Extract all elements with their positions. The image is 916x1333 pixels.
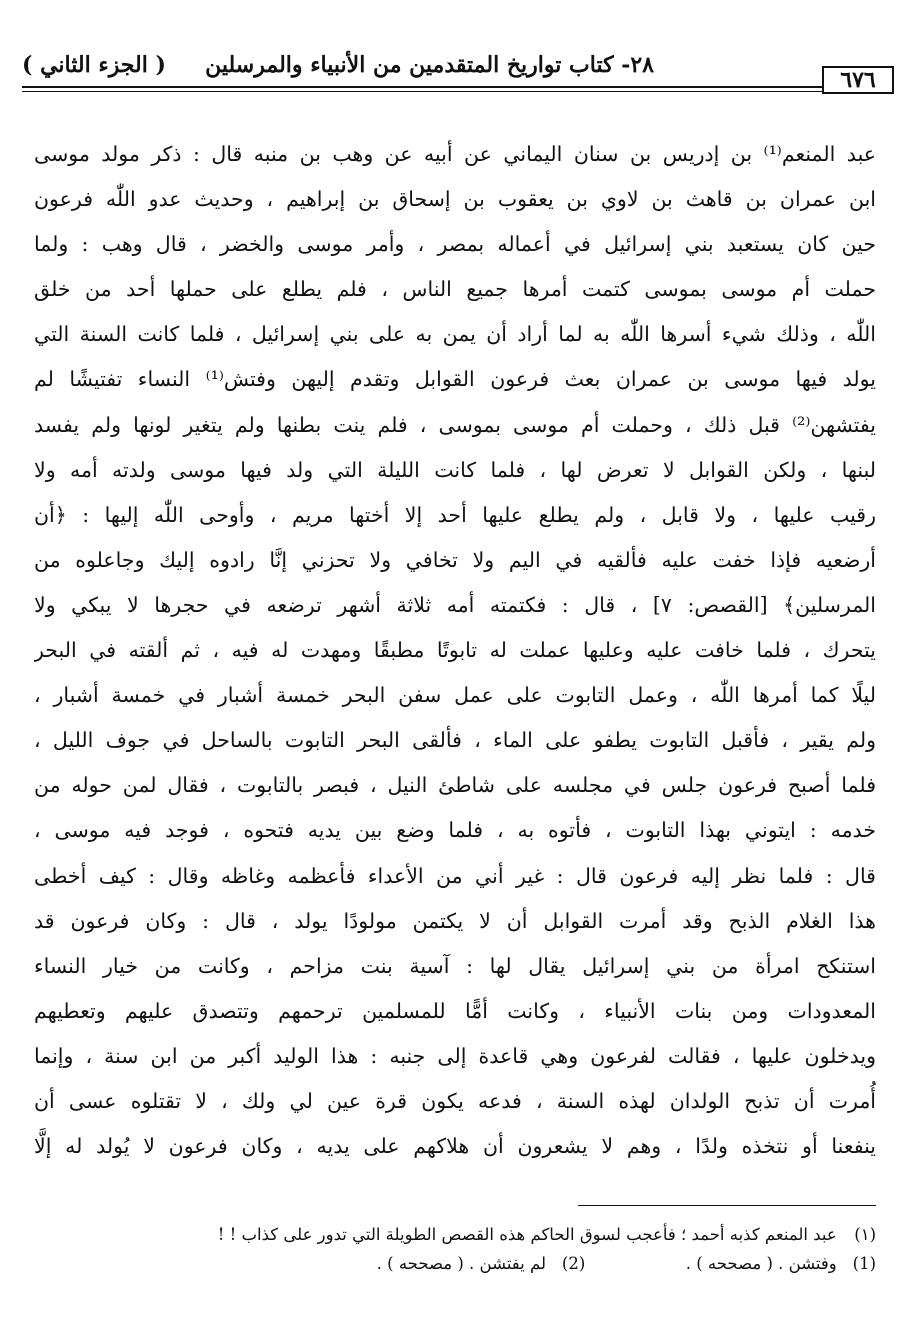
text-line: قال : فلما نظر إليه فرعون قال : غير أني من الأعداء فأعظمه وغاظه وقال : كيف أخطى: [34, 863, 876, 888]
text-line: أُمرت أن تذبح الولدان لهذه السنة ، فدعه يكون قرة عين لي ولك ، لا تقتلوه عسى أن: [34, 1088, 876, 1113]
footnote-separator: [578, 1205, 876, 1206]
text-line: يولد فيها موسى بن عمران بعث فرعون القوابل وتقدم إليهن وفتش⁽¹⁾ النساء تفتيشًا لم: [34, 367, 876, 392]
text-line: ينفعنا أو نتخذه ولدًا ، وهم لا يشعرون أن هلاكهم على يديه ، وكان فرعون لا يُولد له إلَّا: [34, 1134, 876, 1159]
footnote-1: [40, 1220, 876, 1249]
text-line: ليلًا كما أمرها اللّٰه ، وعمل التابوت على عمل سفن البحر خمسة أشبار في خمسة أشبار ،: [34, 683, 876, 708]
footnote-text: وفتشن . ( مصححه ) .: [685, 1254, 837, 1273]
running-title: ٢٨- كتاب تواريخ المتقدمين من الأنبياء والمرسلين: [205, 52, 654, 78]
text-line: حملت أم موسى بموسى كتمت أمرها جميع الناس ، فلم يطلع على حملها أحد من خلق: [34, 277, 876, 302]
text-line: أرضعيه فإذا خفت عليه فألقيه في اليم ولا تخافي ولا تحزني إنَّا رادوه إليك وجاعلوه من: [34, 547, 876, 572]
header-rule: [22, 86, 822, 88]
text-line: لبنها ، ولكن القوابل لا تعرض لها ، فلما كانت الليلة التي ولد فيها موسى ولدته أمه ولا: [34, 457, 876, 482]
text-line: فلما أصبح فرعون جلس في مجلسه على شاطئ النيل ، فبصر بالتابوت ، فقال لمن حوله من: [34, 773, 876, 798]
page-number: ٦٧٦: [822, 66, 894, 94]
text-line: حين كان يستعبد بني إسرائيل في أعماله بمصر ، وأمر موسى والخضر ، قال وهب : ولما: [34, 232, 876, 257]
text-line: يفتشهن⁽²⁾ قبل ذلك ، وحملت أم موسى بموسى ، فلم ينت بطنها ولم يتغير لونها ولم يفسد: [34, 412, 876, 437]
text-line: ويدخلون عليها ، فقالت لفرعون وهي قاعدة إلى جنبه : هذا الوليد أكبر من ابن سنة ، وإنما: [34, 1043, 876, 1068]
footnote-number: (2): [561, 1254, 586, 1273]
text-line: يتحرك ، فلما خافت عليه وعليها عملت له تابوتًا مطبقًا ومهدت له فيه ، ثم ألقته في البحر: [34, 638, 876, 663]
page-header: [22, 50, 894, 94]
footnotes: [40, 1220, 876, 1278]
text-line: خدمه : ايتوني بهذا التابوت ، فأتوه به ، فلما وضع بين يديه فتحوه ، فوجد فيه موسى ،: [34, 818, 876, 843]
header-rule-thin: [22, 91, 822, 92]
main-text: [34, 132, 876, 1169]
text-line: المعدودات ومن بنات الأنبياء ، وكانت أمًّا للمسلمين ترحمهم وتتصدق عليهم وتعطيهم: [34, 998, 876, 1023]
text-line: استنكح امرأة من بني إسرائيل يقال لها : آسية بنت مزاحم ، وكانت من خيار النساء: [34, 953, 876, 978]
text-line: المرسلين﴾ [القصص: ٧] ، قال : فكتمته أمه ثلاثة أشهر ترضعه في حجرها لا يبكي ولا: [34, 592, 876, 617]
text-line: عبد المنعم⁽¹⁾ بن إدريس بن سنان اليماني عن أبيه عن وهب بن منبه قال : ذكر مولد موسى: [34, 142, 876, 166]
text-line: اللّٰه ، وذلك شيء أسرها اللّٰه به لما أراد أن يمن به على بني إسرائيل ، فلما كانت السنة التي: [34, 322, 876, 347]
footnote-text: لم يفتشن . ( مصححه ) .: [376, 1254, 546, 1273]
footnote-number: (١): [854, 1225, 876, 1244]
text-line: ابن عمران بن قاهث بن لاوي بن يعقوب بن إسحاق بن إبراهيم ، وحديث عدو اللّٰه فرعون: [34, 187, 876, 212]
text-line: رقيب عليها ، ولا قابل ، ولم يطلع عليها أحد إلا أختها مريم ، وأوحى اللّٰه إليها : ﴿أن: [34, 502, 876, 527]
text-line: هذا الغلام الذبح وقد أمرت القوابل أن لا يكتمن مولودًا يولد ، قال : وكان فرعون قد: [34, 908, 876, 933]
volume-label: ( الجزء الثاني ): [22, 52, 166, 78]
footnote-number: (1): [852, 1254, 876, 1273]
footnote-text: عبد المنعم كذبه أحمد ؛ فأعجب لسوق الحاكم هذه القصص الطويلة التي تدور على كذاب ! !: [217, 1225, 837, 1244]
text-line: ولم يقير ، فأقبل التابوت يطفو على الماء ، فألقى البحر التابوت بالساحل في جوف الليل ،: [34, 728, 876, 753]
footnote-corrections: [40, 1249, 876, 1278]
